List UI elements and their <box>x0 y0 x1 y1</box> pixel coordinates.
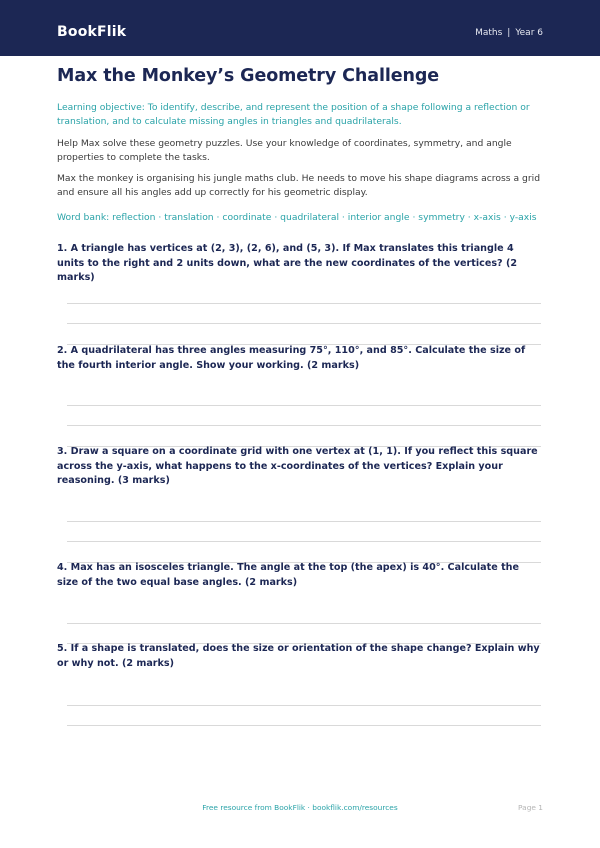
answer-line[interactable] <box>67 705 541 706</box>
question-2: 2. A quadrilateral has three angles measuring 75°, 110°, and 85°. Calculate the size of the fourth interior angle. Show your working. (2 marks) <box>57 345 526 371</box>
question-1: 1. A triangle has vertices at (2, 3), (2, 6), and (5, 3). If Max translates this triangle 4 units to the right and 2 units down, what are the new coordinates of the vertices? (2 marks) <box>57 243 518 284</box>
answer-line[interactable] <box>67 405 541 406</box>
learning-objective: Learning objective: To identify, describe, and represent the position of a shape following a reflection or translation, and to calculate missing angles in triangles and quadrilaterals. <box>57 102 530 127</box>
brand-logo: BookFlik <box>57 24 127 40</box>
intro-paragraph-2: Max the monkey is organising his jungle maths club. He needs to move his shape diagrams across a grid and ensure all his angles add up correctly for his geometric display. <box>57 173 541 198</box>
subject-label: Maths <box>475 28 503 38</box>
answer-line[interactable] <box>67 303 541 304</box>
page-number: Page 1 <box>518 803 543 812</box>
meta-separator: | <box>507 28 511 38</box>
answer-line[interactable] <box>67 521 541 522</box>
subject-year-label <box>475 28 543 38</box>
year-label: Year 6 <box>515 28 543 38</box>
answer-line[interactable] <box>67 725 541 726</box>
word-bank: Word bank: reflection · translation · coordinate · quadrilateral · interior angle · symmetry · x-axis · y-axis <box>57 212 537 223</box>
question-5: 5. If a shape is translated, does the size or orientation of the shape change? Explain why or why not. (2 marks) <box>57 643 540 669</box>
page-title: Max the Monkey’s Geometry Challenge <box>57 66 440 86</box>
answer-line[interactable] <box>67 541 541 542</box>
question-3: 3. Draw a square on a coordinate grid with one vertex at (1, 1). If you reflect this square across the y-axis, what happens to the x-coordinates of the vertices? Explain your reasoning. (3 marks) <box>57 446 538 487</box>
answer-line[interactable] <box>67 425 541 426</box>
answer-line[interactable] <box>67 623 541 624</box>
footer-note: Free resource from BookFlik · bookflik.com/resources <box>202 803 398 812</box>
intro-paragraph-1: Help Max solve these geometry puzzles. Use your knowledge of coordinates, symmetry, and angle properties to complete the tasks. <box>57 138 512 163</box>
page-header <box>0 0 600 56</box>
answer-line[interactable] <box>67 323 541 324</box>
question-4: 4. Max has an isosceles triangle. The angle at the top (the apex) is 40°. Calculate the size of the two equal base angles. (2 marks) <box>57 562 519 588</box>
